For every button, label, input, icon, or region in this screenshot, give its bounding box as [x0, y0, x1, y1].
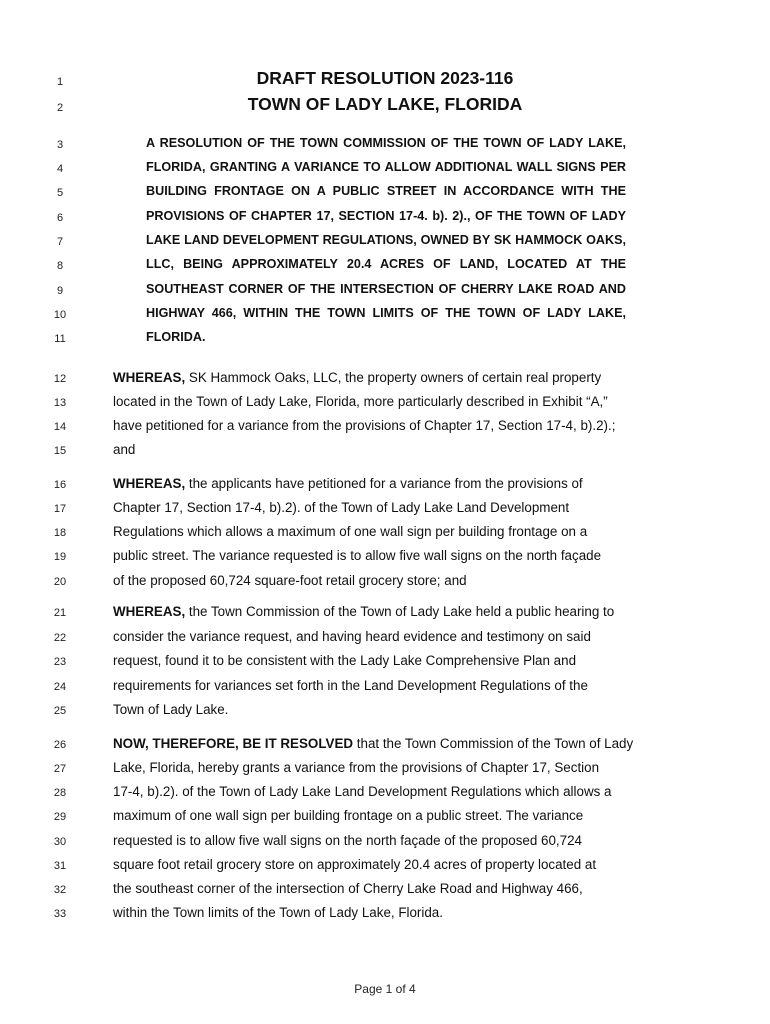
- line-number: 15: [53, 445, 67, 457]
- line-text: maximum of one wall sign per building frontage on a public street. The variance: [113, 808, 584, 823]
- line-number: 26: [53, 739, 67, 751]
- document-line: [0, 254, 770, 278]
- document-line: [0, 327, 770, 351]
- document-line: [0, 133, 770, 157]
- document-line: [0, 521, 770, 545]
- line-number: 8: [56, 260, 64, 272]
- line-number: 3: [56, 139, 64, 151]
- document-line: [0, 439, 770, 463]
- document-line: [0, 854, 770, 878]
- line-text: TOWN OF LADY LAKE, FLORIDA: [247, 94, 523, 114]
- line-text: within the Town limits of the Town of Lady Lake, Florida.: [113, 905, 443, 920]
- document-line: [0, 545, 770, 569]
- document-line: [0, 878, 770, 902]
- line-text: A RESOLUTION OF THE TOWN COMMISSION OF THE TOWN OF LADY LAKE,: [146, 136, 626, 150]
- line-text: [113, 370, 601, 385]
- line-number: 1: [56, 76, 64, 88]
- clause-lead: WHEREAS,: [113, 370, 186, 385]
- line-text: public street. The variance requested is to allow five wall signs on the north façade: [113, 548, 602, 563]
- line-text: HIGHWAY 466, WITHIN THE TOWN LIMITS OF THE TOWN OF LADY LAKE,: [146, 306, 626, 320]
- line-text: request, found it to be consistent with the Lady Lake Comprehensive Plan and: [113, 653, 577, 668]
- line-number: 10: [53, 309, 67, 321]
- document-line: [0, 601, 770, 625]
- document-line: [0, 626, 770, 650]
- line-number: 32: [53, 884, 67, 896]
- line-text: of the proposed 60,724 square-foot retail grocery store; and: [113, 573, 467, 588]
- line-text: FLORIDA.: [146, 330, 206, 344]
- line-text: the southeast corner of the intersection of Cherry Lake Road and Highway 466,: [113, 881, 583, 896]
- line-number: 25: [53, 705, 67, 717]
- document-line: [0, 230, 770, 254]
- document-line: [0, 473, 770, 497]
- line-text: Regulations which allows a maximum of one wall sign per building frontage on a: [113, 524, 588, 539]
- document-line: [0, 675, 770, 699]
- line-text: consider the variance request, and having heard evidence and testimony on said: [113, 629, 591, 644]
- line-number: 4: [56, 163, 64, 175]
- clause-text: the applicants have petitioned for a variance from the provisions of: [185, 476, 583, 491]
- document-line: [0, 805, 770, 829]
- line-text: square foot retail grocery store on approximately 20.4 acres of property located at: [113, 857, 597, 872]
- clause-text: SK Hammock Oaks, LLC, the property owners of certain real property: [185, 370, 602, 385]
- line-number: 29: [53, 811, 67, 823]
- document-line: [0, 157, 770, 181]
- line-number: 18: [53, 527, 67, 539]
- line-number: 33: [53, 908, 67, 920]
- line-text: BUILDING FRONTAGE ON A PUBLIC STREET IN ACCORDANCE WITH THE: [146, 184, 626, 198]
- line-number: 14: [53, 421, 67, 433]
- document-line: [0, 206, 770, 230]
- page-footer: Page 1 of 4: [354, 982, 416, 996]
- line-text: and: [113, 442, 136, 457]
- line-number: 6: [56, 212, 64, 224]
- line-number: 13: [53, 397, 67, 409]
- line-text: DRAFT RESOLUTION 2023-116: [256, 68, 514, 88]
- clause-text: the Town Commission of the Town of Lady Lake held a public hearing to: [185, 604, 615, 619]
- line-text: LAKE LAND DEVELOPMENT REGULATIONS, OWNED BY SK HAMMOCK OAKS,: [146, 233, 626, 247]
- line-text: [113, 476, 583, 491]
- line-text: requirements for variances set forth in the Land Development Regulations of the: [113, 678, 588, 693]
- line-text: requested is to allow five wall signs on the north façade of the proposed 60,724: [113, 833, 582, 848]
- line-number: 24: [53, 681, 67, 693]
- line-number: 5: [56, 187, 64, 199]
- clause-text: that the Town Commission of the Town of Lady: [353, 736, 634, 751]
- line-text: FLORIDA, GRANTING A VARIANCE TO ALLOW ADDITIONAL WALL SIGNS PER: [146, 160, 626, 174]
- document-line: [0, 68, 770, 92]
- line-text: [113, 604, 614, 619]
- line-number: 31: [53, 860, 67, 872]
- line-number: 21: [53, 607, 67, 619]
- document-line: [0, 570, 770, 594]
- line-number: 20: [53, 576, 67, 588]
- document-line: [0, 699, 770, 723]
- document-line: [0, 391, 770, 415]
- document-line: [0, 902, 770, 926]
- line-number: 17: [53, 503, 67, 515]
- line-text: [113, 736, 633, 751]
- clause-lead: WHEREAS,: [113, 604, 186, 619]
- line-number: 2: [56, 102, 64, 114]
- line-number: 7: [56, 236, 64, 248]
- document-line: [0, 181, 770, 205]
- document-line: [0, 303, 770, 327]
- line-text: Lake, Florida, hereby grants a variance from the provisions of Chapter 17, Section: [113, 760, 600, 775]
- line-text: Town of Lady Lake.: [113, 702, 229, 717]
- line-text: LLC, BEING APPROXIMATELY 20.4 ACRES OF LAND, LOCATED AT THE: [146, 257, 626, 271]
- document-line: [0, 781, 770, 805]
- line-number: 19: [53, 551, 67, 563]
- line-number: 11: [54, 333, 66, 345]
- line-number: 23: [53, 656, 67, 668]
- document-line: [0, 497, 770, 521]
- clause-lead: NOW, THEREFORE, BE IT RESOLVED: [113, 736, 354, 751]
- line-text: PROVISIONS OF CHAPTER 17, SECTION 17-4. b). 2)., OF THE TOWN OF LADY: [146, 209, 626, 223]
- line-number: 28: [53, 787, 67, 799]
- line-text: 17-4, b).2). of the Town of Lady Lake Land Development Regulations which allows a: [113, 784, 612, 799]
- document-line: [0, 650, 770, 674]
- document-line: [0, 830, 770, 854]
- document-line: [0, 94, 770, 118]
- line-text: located in the Town of Lady Lake, Florida, more particularly described in Exhibit “A,”: [113, 394, 608, 409]
- line-number: 27: [53, 763, 67, 775]
- document-line: [0, 415, 770, 439]
- line-text: Chapter 17, Section 17-4, b).2). of the Town of Lady Lake Land Development: [113, 500, 570, 515]
- clause-lead: WHEREAS,: [113, 476, 186, 491]
- line-number: 30: [53, 836, 67, 848]
- document-line: [0, 279, 770, 303]
- document-line: [0, 367, 770, 391]
- line-number: 16: [53, 479, 67, 491]
- line-number: 12: [53, 373, 67, 385]
- document-line: [0, 757, 770, 781]
- line-text: SOUTHEAST CORNER OF THE INTERSECTION OF CHERRY LAKE ROAD AND: [146, 282, 626, 296]
- line-number: 9: [56, 285, 64, 297]
- line-text: have petitioned for a variance from the provisions of Chapter 17, Section 17-4, b).2).;: [113, 418, 616, 433]
- line-number: 22: [53, 632, 67, 644]
- document-line: [0, 733, 770, 757]
